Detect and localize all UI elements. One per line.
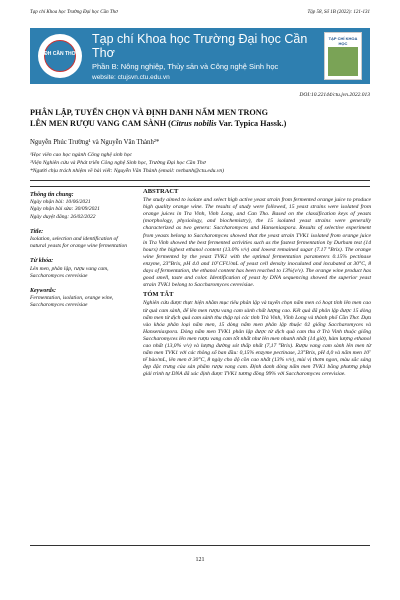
journal-name: Tạp chí Khoa học Trường Đại học Cần Thơ [30,10,118,15]
paper-title [30,108,370,129]
corresponding-author: *Người chịu trách nhiệm về bài viết: Nguyễn Văn Thành (email: nvthanh@ctu.edu.vn) [30,167,225,174]
abstract-heading: ABSTRACT [143,188,179,195]
volume-info: Tập 58, Số 1B (2022): 121-131 [307,10,370,15]
keywords-heading: Keywords: [30,288,56,295]
title-main: LÊN MEN RƯỢU VANG CAM SÀNH ( [30,118,171,128]
journal-banner [30,28,370,84]
affiliation-2: ²Viện Nghiên cứu và Phát triển Công nghệ Sinh học, Trường Đại học Cần Thơ [30,159,206,166]
received-date: Ngày nhận bài: 10/06/2021 [30,199,91,206]
article-info [30,192,135,310]
keywords-vn: Lên men, phân lập, rượu vang cam, Saccharomyces cerevisiae [30,265,109,279]
university-logo [38,34,82,78]
divider [30,180,370,181]
title-species: Citrus nobilis [170,118,217,128]
title-line-1: PHÂN LẬP, TUYỂN CHỌN VÀ ĐỊNH DANH NẤM MEN TRONG [30,108,269,117]
tomtat-text: Nghiên cứu được thực hiện nhằm mục tiêu phân lập và tuyển chọn nấm men có hoạt tính lên men cao từ quả cam sành, để lên men rượu vang cam sành chất lượng cao. Kết quả đã phân lập được 15 dòng nấm men từ dịch quả cam sành thu thập tại các tỉnh Trà Vinh, Vĩnh Long và thành phố Cần Thơ. Dựa vào khóa phân loại nấm men, 15 dòng nấm men phân lập thuộc 02 giống Saccharomyces và Hanseniaspora. Dòng nấm men TVK1 phân lập được từ dịch quả cam thu ở Trà Vinh thuộc giống Saccharomyces lên men rượu vang cam tốt nhất như lên men nhanh nhất (14 giờ), hàm lượng ethanol cao nhất (13,0% v/v) và lượng đường sót thấp nhất (7,17 °Brix). Rượu vang cam sành lên men từ nấm men TVK1 với các thông số ban đầu: 0,15% enzyme pectinase, 23°Brix, pH 4,0 và nấm men 10⁷ tế bào/mL, lên men ở 30°C, 8 ngày cho độ cồn cao nhất (13% v/v), mùi vị thơm ngon, màu sắc sáng đẹp đặc trưng của sản phẩm rượu vang cam. Định danh dòng nấm men TVK1 bằng phương pháp giải trình tự DNA đã xác định được TVK1 tương đồng 99% với Saccharomyces cerevisiae. [143,300,371,378]
divider [30,545,370,546]
banner-title: Tạp chí Khoa học Trường Đại học Cần Thơ [92,31,308,60]
authors: Nguyễn Phúc Trường¹ và Nguyễn Văn Thành²* [30,139,160,146]
tomtat-heading: TÓM TẮT [143,291,174,299]
running-header [30,10,370,15]
title-tail: Var. Typica Hassk.) [216,118,287,128]
logo-text: ĐH CẦN THƠ [44,51,76,57]
page-number: 121 [195,557,205,563]
banner-website: website: ctujsvn.ctu.edu.vn [92,73,170,81]
title-line-2 [30,119,370,130]
journal-cover-image [324,32,362,80]
revised-date: Ngày nhận bài sửa: 30/09/2021 [30,206,100,213]
english-title: Isolation, selection and identification of natural yeasts for orange wine fermentation [30,236,128,250]
affiliation-1: ¹Học viên cao học ngành Công nghệ sinh học [30,152,133,158]
affiliations [30,152,370,175]
title-heading: Title: [30,228,44,235]
accepted-date: Ngày duyệt đăng: 26/02/2022 [30,213,96,220]
keywords-vn-heading: Từ khóa: [30,258,54,265]
doi: DOI:10.22144/ctu.jvn.2022.013 [299,92,370,98]
abstract-text: The study aimed to isolate and select high active yeast strain from fermented orange juice to produce high quality orange wine. The results of study were followed, 15 yeast strains were isolated from orange juices in Tra Vinh, Vinh Long, and Can Tho. Based on the classification keys of yeasts (morphology, physiology, and biochemistry), the 15 isolated yeast strains were generally characterized as two genera: Saccharomyces and Hanseniaspora. Results of selective experiment from yeasts belong to Saccharomyces showed that the yeast strain TVK1 isolated from orange juice in Tra Vinh showed the best fermented activities such as the fastest fermentation by Durham test (14 hours) the highest ethanol content (13.0% v/v) and lowest remained sugar (7.17 °Brix). The orange wine fermented by the yeast TVK1 with the optimal fermentation parameters 0.15% pectinase enzyme, 23°Brix, pH 4.0 and 10⁷CFU/mL of yeast cell density inoculated and incubated at 30°C, 8 days of fermentation, the ethanol content has been reached to 13%(v/v). The orange wine product has good smell, taste and color. Identification of yeast by DNA sequencing showed the superior yeast strain TVK1 belong to Saccharomyces cerevisiae. [143,197,371,289]
keywords: Fermentation, isolation, orange wine, Saccharomyces cerevisiae [30,295,114,309]
abstract-column [143,188,371,378]
info-heading: Thông tin chung: [30,192,74,198]
banner-section: Phần B: Nông nghiệp, Thủy sản và Công nghệ Sinh học [92,61,279,71]
divider [30,186,370,187]
cover-title: TẠP CHÍ KHOA HỌC [328,36,358,46]
